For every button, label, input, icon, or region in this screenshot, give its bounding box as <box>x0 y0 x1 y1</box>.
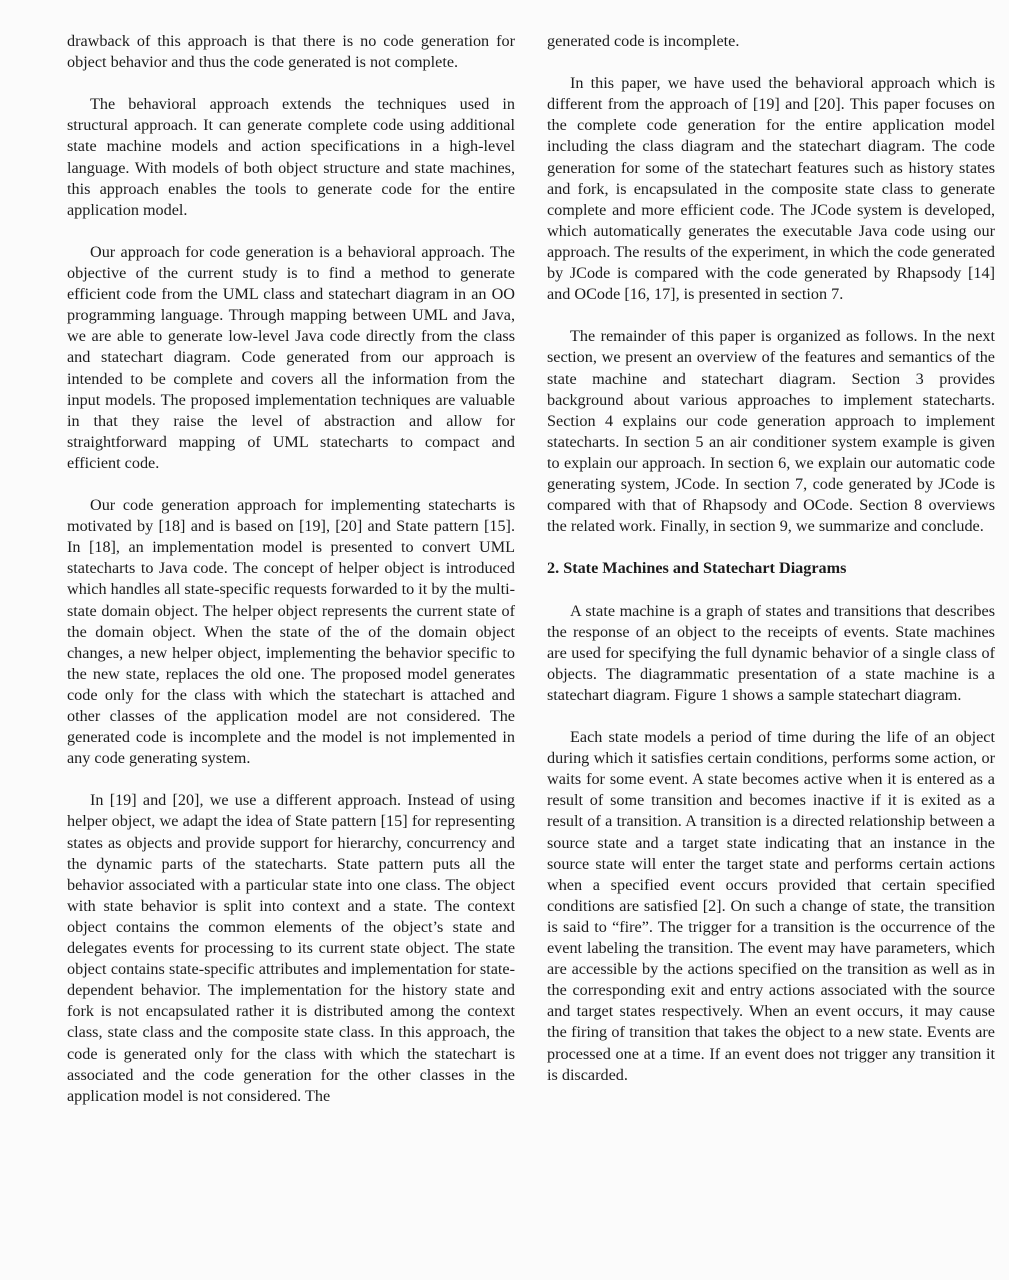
paragraph-right-1: generated code is incomplete. <box>547 32 740 50</box>
paragraph-section-2: Each state models a period of time during the life of an object during which it satisfies certain conditions, performs some action, or waits for some event. A state becomes active when it is entered as a result of some transition and becomes inactive if it is exited as a result of a transition. A transition is a directed relationship between a source state and a target state indicating that an instance in the source state will enter the target state and performs certain actions when a specified event occurs provided that certain specified conditions are satisfied [2]. On such a change of state, the transition is said to “fire”. The trigger for a transition is the occurrence of the event labeling the transition. The event may have parameters, which are accessible by the actions specified on the transition as well as in the corresponding exit and entry actions associated with the source and target states respectively. When an event occurs, it may cause the firing of transition that takes the object to a new state. Events are processed one at a time. If an event does not trigger any transition it is discarded. <box>547 728 995 1084</box>
left-column <box>67 31 515 1107</box>
paragraph-left-5: In [19] and [20], we use a different approach. Instead of using helper object, we adapt the idea of State pattern [15] for representing states as objects and provide support for hierarchy, concurrency and the dynamic parts of the statecharts. State pattern puts all the behavior associated with a particular state into one class. The object with state behavior is split into context and a state. The context object contains the common elements of the object’s state and delegates events for processing to its current state object. The state object contains state-specific attributes and implementation for state-dependent behavior. The implementation for the history state and fork is not encapsulated rather it is distributed among the context class, state class and the composite state class. In this approach, the code is generated only for the class with which the statechart is associated and the code generation for the other classes in the application model is not considered. The <box>67 791 515 1105</box>
paragraph-right-2: In this paper, we have used the behavioral approach which is different from the approach of [19] and [20]. This paper focuses on the complete code generation for the entire application model including the class diagram and the statechart diagram. The code generation for some of the statechart features such as history states and fork, is encapsulated in the composite state class to generate complete and more efficient code. The JCode system is developed, which automatically generates the executable Java code using our approach. The results of the experiment, in which the code generated by JCode is compared with the code generated by Rhapsody [14] and OCode [16, 17], is presented in section 7. <box>547 74 995 304</box>
paragraph-left-2: The behavioral approach extends the techniques used in structural approach. It can generate complete code using additional state machine models and action specifications in a high-level language. With models of both object structure and state machines, this approach enables the tools to generate code for the entire application model. <box>67 95 515 219</box>
paragraph-left-1: drawback of this approach is that there is no code generation for object behavior and thus the code generated is not complete. <box>67 32 515 72</box>
section-heading: 2. State Machines and Statechart Diagrams <box>547 559 847 578</box>
paragraph-section-1: A state machine is a graph of states and transitions that describes the response of an object to the receipts of events. State machines are used for specifying the full dynamic behavior of a single class of objects. The diagrammatic presentation of a state machine is a statechart diagram. Figure 1 shows a sample statechart diagram. <box>547 601 995 704</box>
paragraph-right-3: The remainder of this paper is organized as follows. In the next section, we present an overview of the features and semantics of the state machine and statechart diagram. Section 3 provides background about various approaches to implement statecharts. Section 4 explains our code generation approach to implement statecharts. In section 5 an air conditioner system example is given to explain our approach. In section 6, we explain our automatic code generating system, JCode. In section 7, code generated by JCode is compared with that of Rhapsody and OCode. Section 8 overviews the related work. Finally, in section 9, we summarize and conclude. <box>547 327 995 536</box>
paragraph-left-3: Our approach for code generation is a behavioral approach. The objective of the current study is to find a method to generate efficient code from the UML class and statechart diagram in an OO programming language. Through mapping between UML and Java, we are able to generate low-level Java code directly from the class and statechart diagram. Code generated from our approach is intended to be complete and covers all the information from the input models. The proposed implementation techniques are valuable in that they raise the level of abstraction and allow for straightforward mapping of UML statecharts to compact and efficient code. <box>67 242 515 472</box>
paragraph-left-4: Our code generation approach for implementing statecharts is motivated by [18] and is based on [19], [20] and State pattern [15]. In [18], an implementation model is presented to convert UML statecharts to Java code. The concept of helper object is introduced which handles all state-specific requests forwarded to it by the multi-state domain object. The helper object represents the current state of the domain object. When the state of the of the domain object changes, a new helper object, implementing the behavior specific to the new state, replaces the old one. The proposed model generates code only for the class with which the statechart is attached and other classes of the application model are not considered. The generated code is incomplete and the model is not implemented in any code generating system. <box>67 496 515 768</box>
right-column <box>547 31 995 1086</box>
